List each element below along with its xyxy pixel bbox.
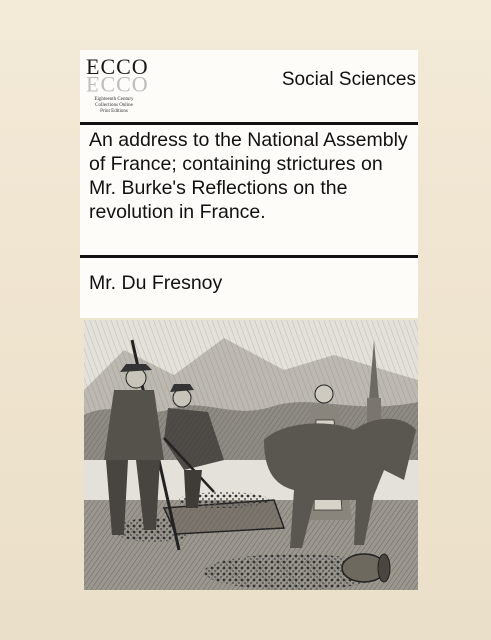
book-author: Mr. Du Fresnoy — [89, 272, 223, 294]
title-divider-bottom — [80, 255, 418, 258]
ecco-logo — [86, 54, 149, 118]
cover-engraving — [84, 320, 418, 590]
series-label: Social Sciences — [281, 69, 416, 90]
book-title: An address to the National Assembly of France; containing strictures on Mr. Burke's Reflections on the revolution in France. — [89, 129, 408, 223]
title-divider-top — [80, 122, 418, 125]
logo-mark-reflection: ECCO — [86, 72, 149, 97]
logo-line-1: Eighteenth Century — [94, 97, 134, 102]
logo-line-3: Print Editions — [100, 109, 128, 114]
logo-mark-top: ECCO — [86, 54, 149, 79]
engraving-illustration — [84, 320, 418, 590]
logo-line-2: Collections Online — [95, 103, 133, 108]
